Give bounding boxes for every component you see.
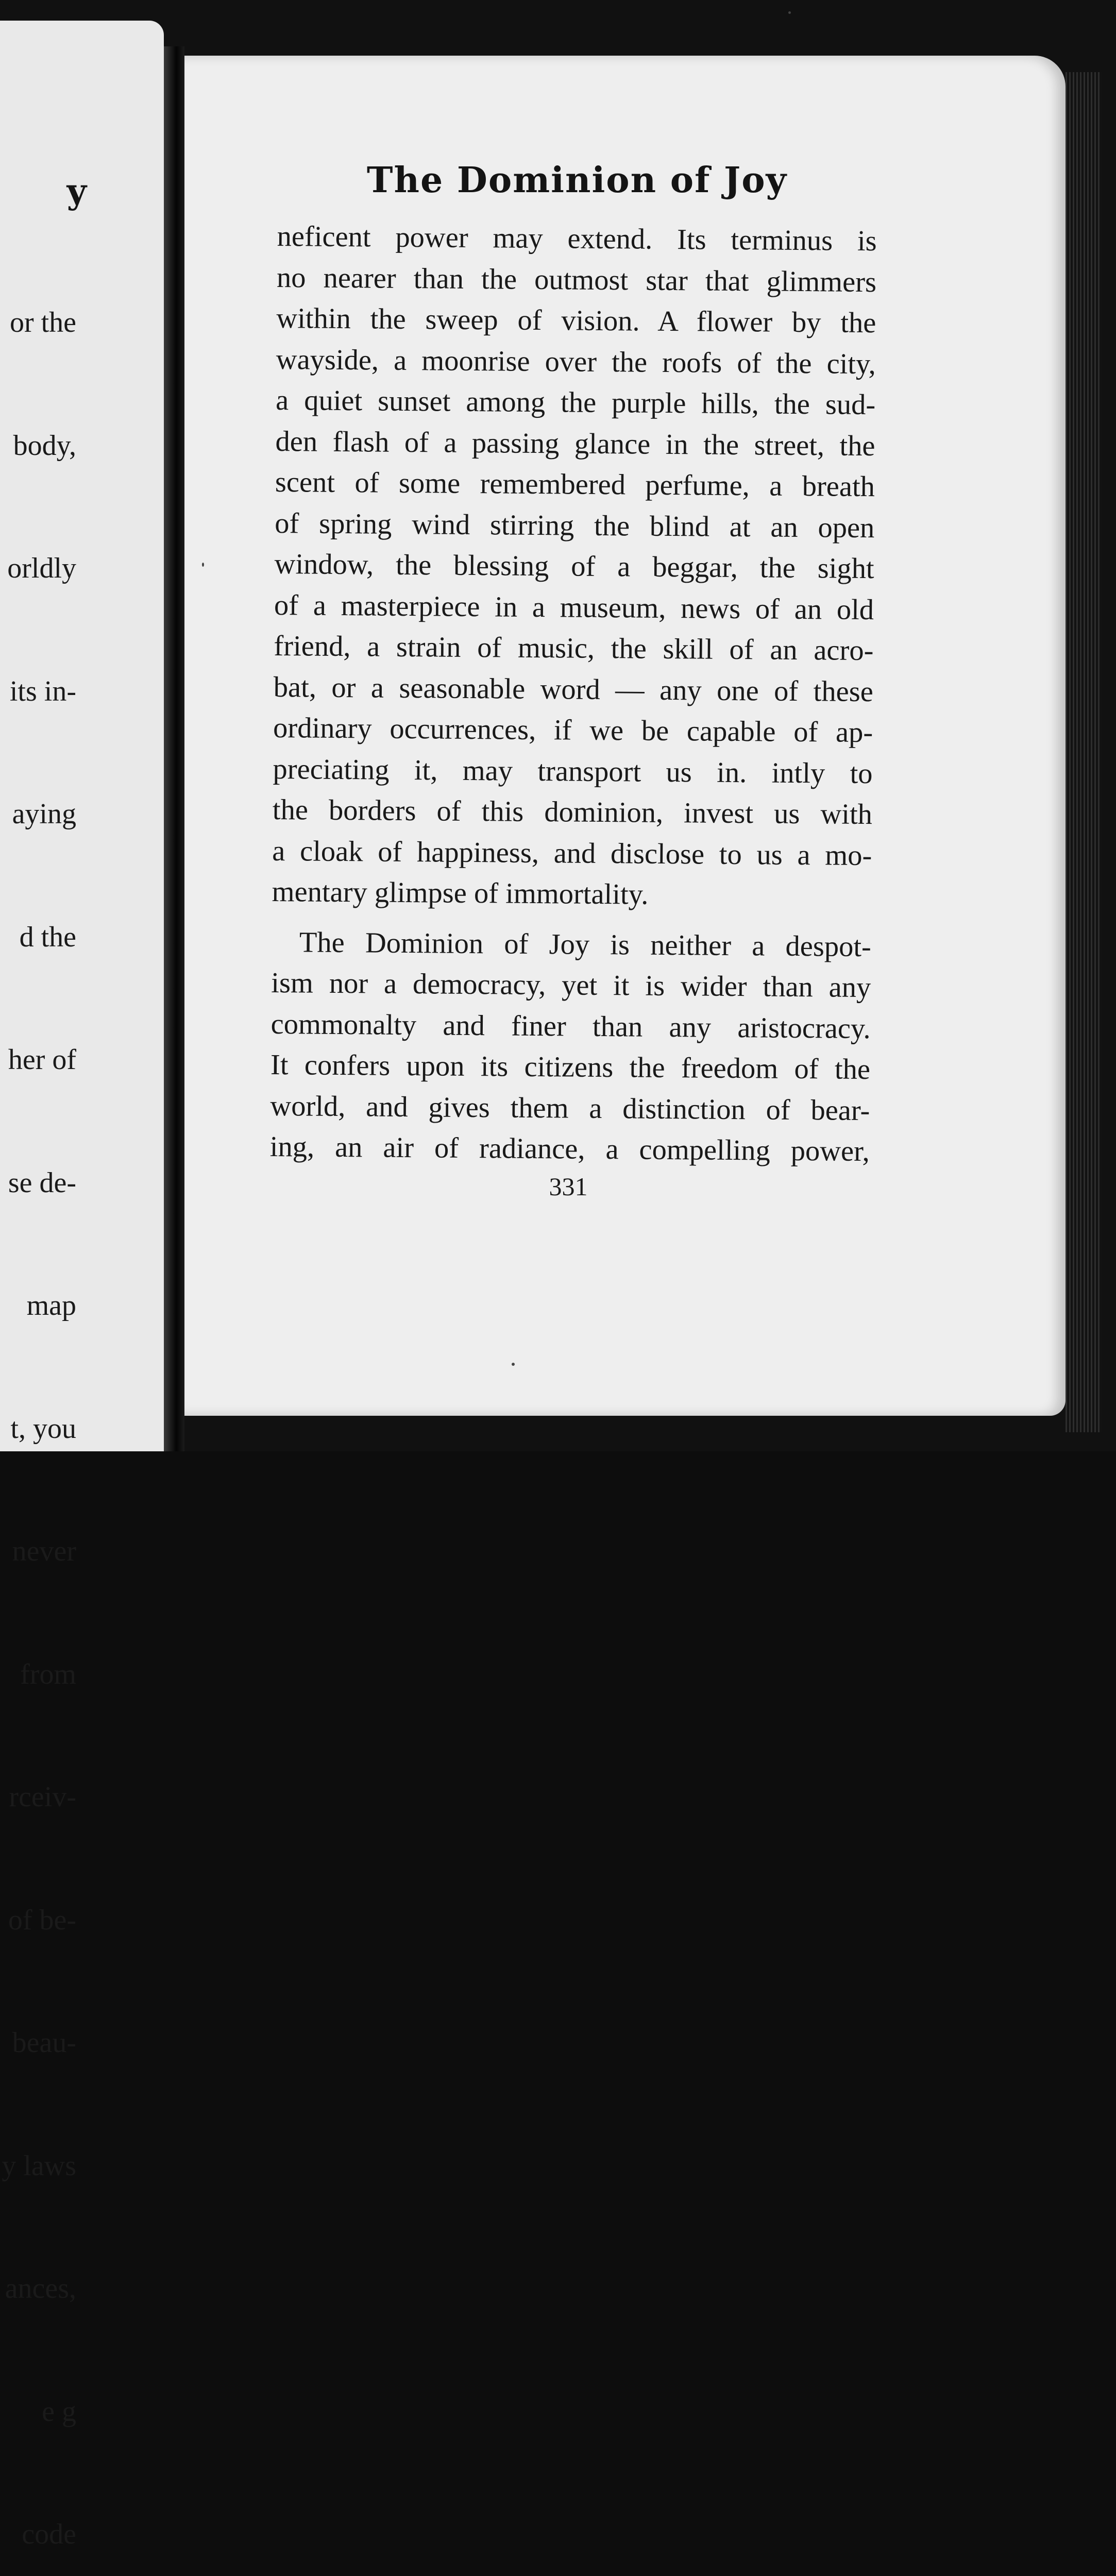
text-line: within the sweep of vision. A flower by the — [276, 302, 876, 340]
book-gutter — [164, 46, 184, 1451]
left-running-head-fragment: y — [66, 171, 87, 211]
text-line: neficent power may extend. Its terminus is — [277, 220, 877, 258]
text-line: ordinary occurrences, if we be capable of ap- — [273, 711, 873, 749]
text-line: the borders of this dominion, invest us with — [272, 793, 873, 831]
left-line: ances, — [5, 2273, 76, 2304]
left-line: or the — [9, 307, 76, 338]
scan-speck — [788, 11, 791, 14]
text-line: bat, or a seasonable word — any one of these — [273, 671, 874, 708]
running-head: The Dominion of Joy — [366, 160, 788, 201]
page-edges — [1066, 72, 1102, 1432]
text-line: world, and gives them a distinction of bear- — [270, 1090, 870, 1127]
text-line: a quiet sunset among the purple hills, the sud- — [275, 384, 876, 421]
text-line: ism nor a democracy, yet it is wider than any — [271, 967, 871, 1004]
left-line: t, you — [10, 1412, 76, 1445]
text-line: of a masterpiece in a museum, news of an old — [274, 589, 874, 626]
left-line: from — [20, 1658, 76, 1690]
text-line: scent of some remembered perfume, a breath — [275, 466, 875, 503]
page-number: 331 — [549, 1172, 588, 1201]
text-line: no nearer than the outmost star that glimmers — [276, 261, 877, 298]
left-page-text — [2, 221, 76, 2576]
left-line: e g — [42, 2395, 76, 2428]
paragraph-start-line: The Dominion of Joy is neither a despot- — [299, 926, 872, 963]
text-line: of spring wind stirring the blind at an open — [275, 507, 875, 544]
left-line: her of — [8, 1044, 76, 1076]
left-page — [0, 21, 164, 2550]
scan-speck — [512, 1363, 515, 1366]
text-line: wayside, a moonrise over the roofs of the city, — [276, 343, 876, 380]
left-line: never — [12, 1535, 76, 1567]
left-line: map — [26, 1290, 76, 1321]
right-page — [184, 56, 1066, 1416]
text-line: commonalty and finer than any aristocracy. — [270, 1008, 871, 1045]
text-line: den flash of a passing glance in the street, the — [275, 425, 875, 462]
text-line: friend, a strain of music, the skill of an acro- — [274, 630, 874, 667]
text-line: a cloak of happiness, and disclose to us a mo- — [272, 835, 872, 872]
left-line: aying — [12, 798, 76, 830]
left-line: rceiv- — [9, 1781, 76, 1813]
left-line: orldly — [7, 552, 76, 584]
left-line: body, — [13, 429, 76, 462]
left-line: se de- — [8, 1166, 76, 1199]
text-line: ing, an air of radiance, a compelling power, — [269, 1130, 870, 1168]
left-line: its in- — [9, 675, 76, 707]
body-text — [269, 216, 876, 1173]
text-line: window, the blessing of a beggar, the sight — [274, 548, 874, 585]
left-line: of be- — [8, 1904, 76, 1936]
text-line: preciating it, may transport us in. intly to — [273, 753, 873, 790]
left-line: code — [22, 2518, 76, 2550]
left-line: beau- — [12, 2027, 76, 2059]
text-line: It confers upon its citizens the freedom of the — [270, 1048, 871, 1086]
left-line: d the — [19, 921, 76, 953]
text-line: mentary glimpse of immortality. — [272, 875, 649, 911]
left-line: y laws — [2, 2149, 76, 2182]
scan-speck — [202, 563, 204, 567]
